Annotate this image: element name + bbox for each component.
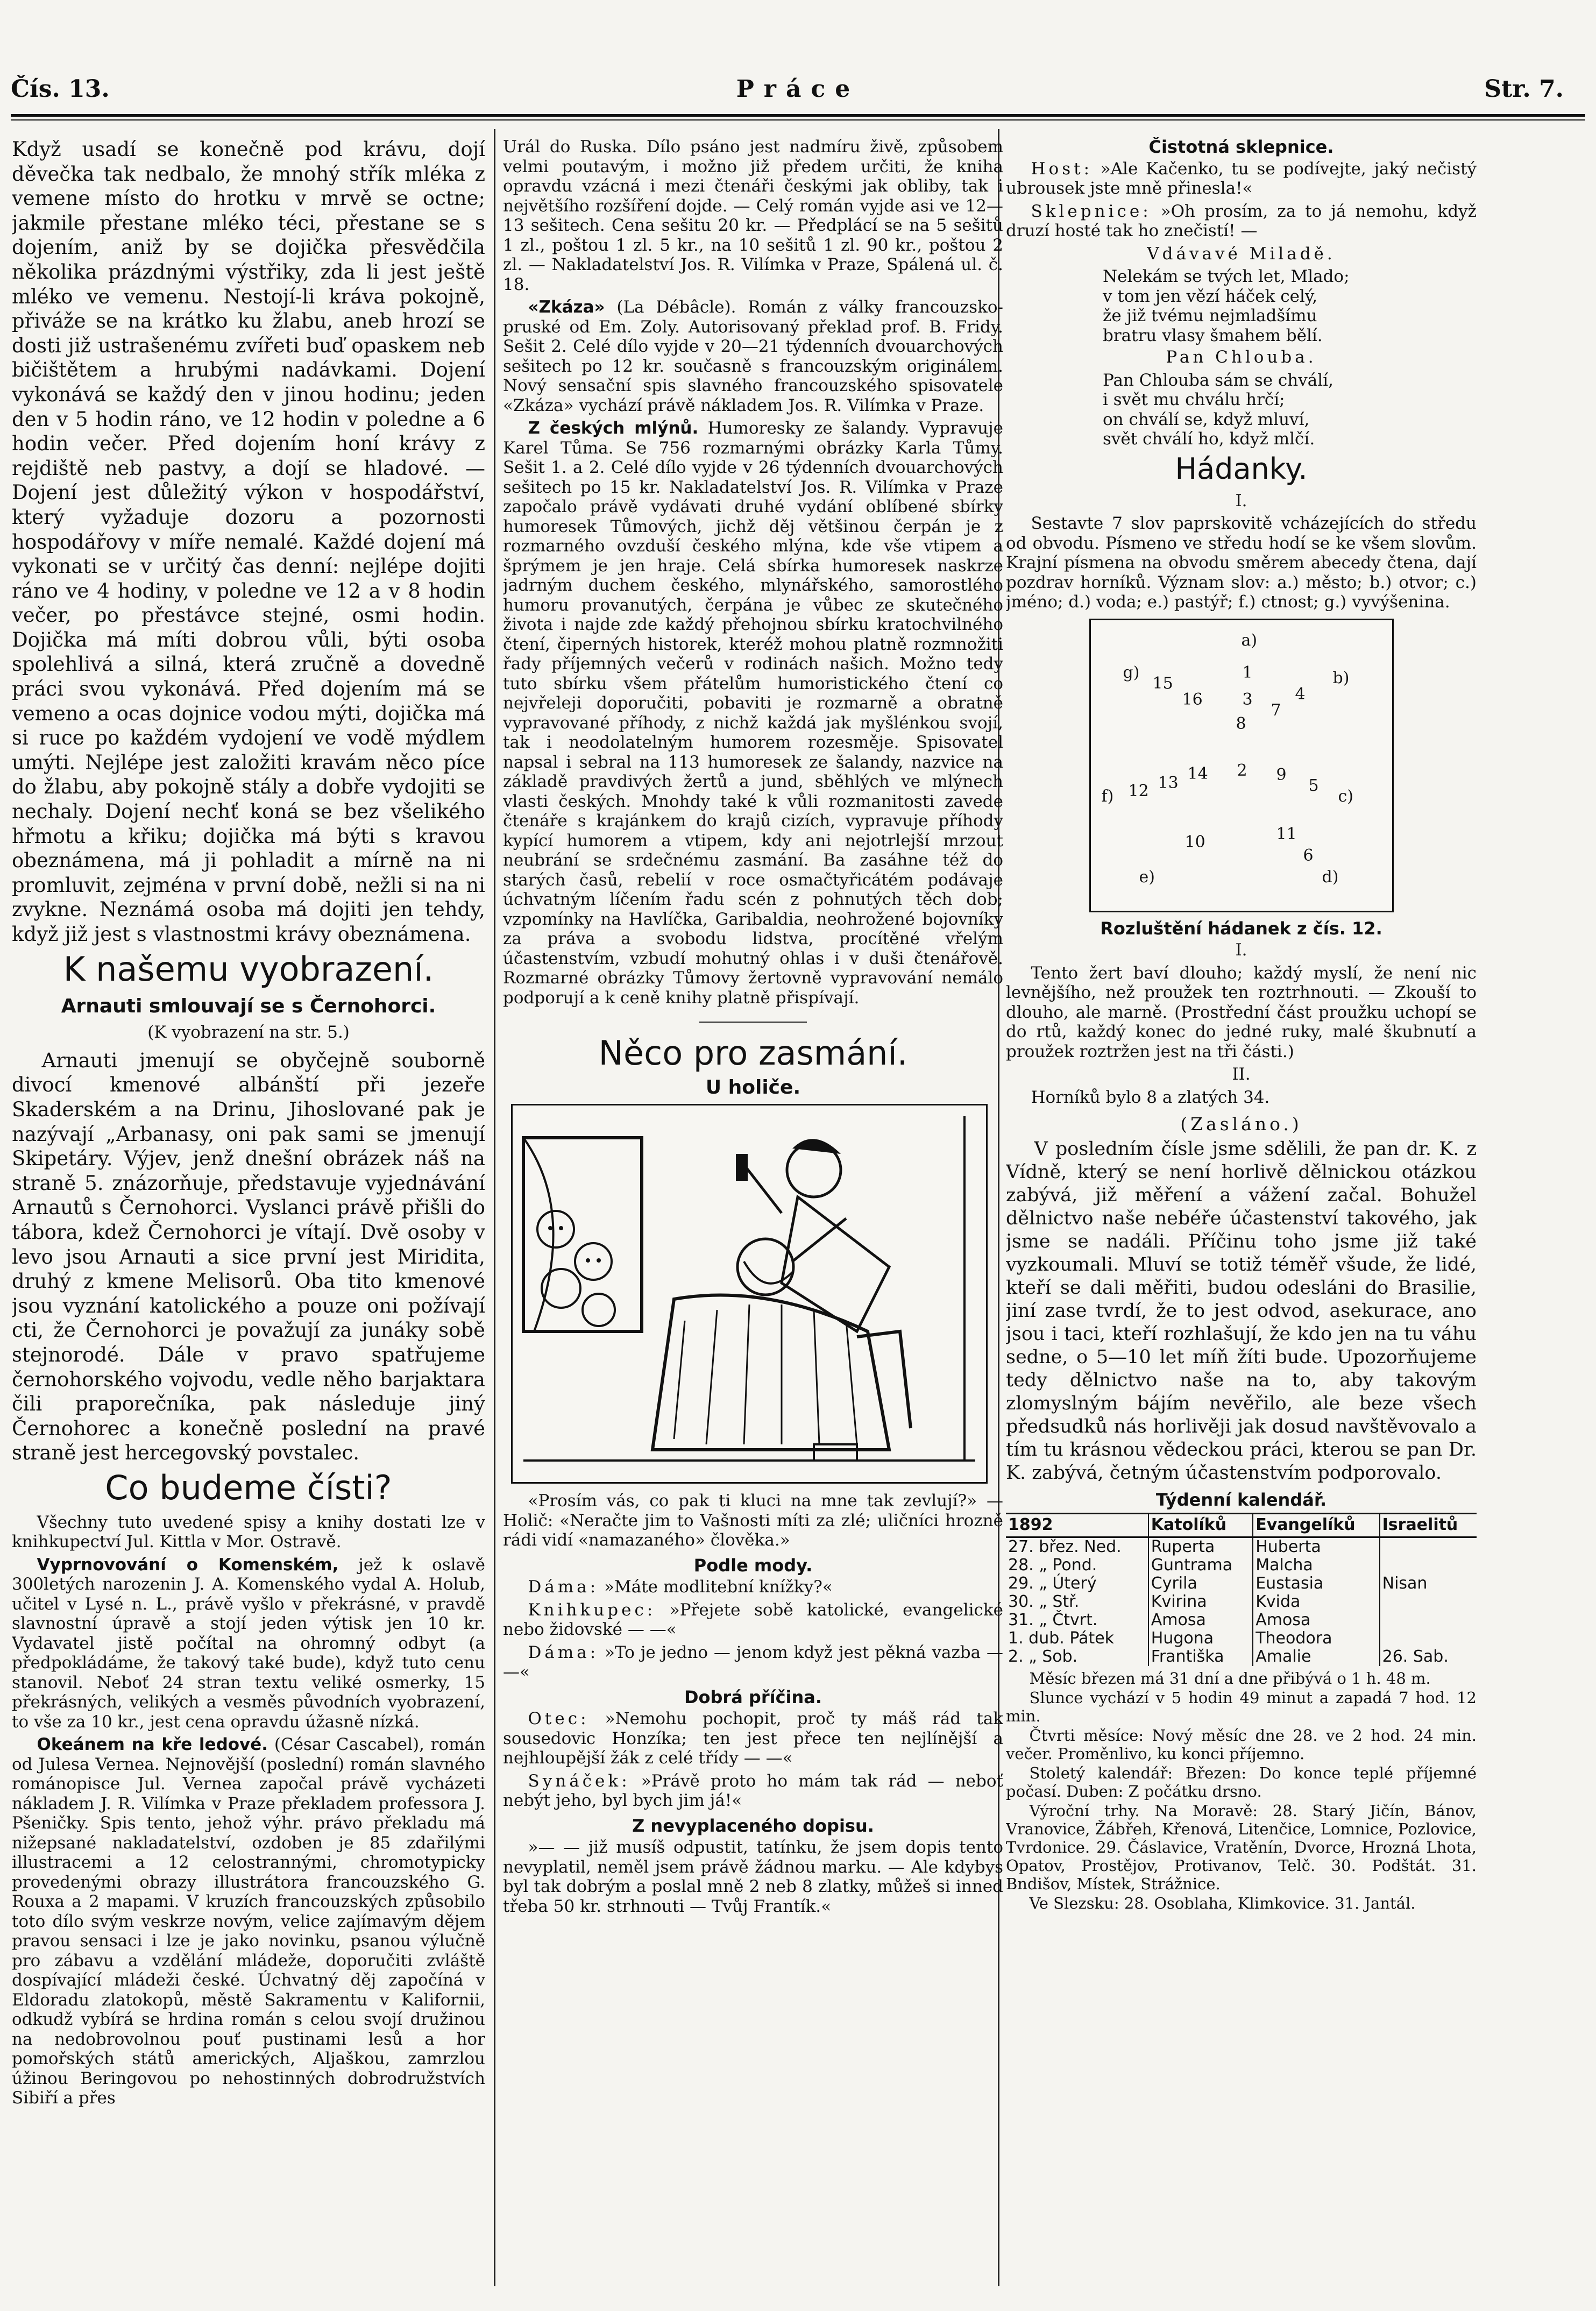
calendar-header: Evangelíků — [1253, 1514, 1379, 1537]
poem-1-line: Nelekám se tvých let, Mlado; — [1103, 267, 1350, 286]
mody-text-2: »Přejete sobě katolické, evangelické nebo židovské — —« — [503, 1600, 1003, 1639]
calendar-cell: Hugona — [1148, 1629, 1253, 1648]
puzzle-label: f) — [1101, 786, 1114, 806]
calendar-note: Měsíc březen má 31 dní a dne přibývá o 1 h. 48 m. — [1029, 1669, 1431, 1688]
hadanky-number: I. — [1235, 491, 1247, 511]
calendar-cell: Guntrama — [1148, 1556, 1253, 1575]
mlynu-title: Z českých mlýnů. — [528, 419, 699, 438]
puzzle-cell: 10 — [1184, 832, 1205, 852]
zkaza-title: «Zkáza» — [528, 297, 605, 317]
calendar-row — [1006, 1629, 1477, 1648]
calendar-cell: 30. „ Stř. — [1008, 1592, 1080, 1611]
barber-cartoon-drawing — [513, 1105, 986, 1482]
calendar-header: Katolíků — [1148, 1514, 1253, 1537]
calendar-cell: Amosa — [1148, 1611, 1253, 1629]
calendar-cell: Amalie — [1253, 1648, 1379, 1666]
calendar-cell: Eustasia — [1253, 1575, 1379, 1593]
puzzle-label: g) — [1123, 663, 1140, 682]
page-header — [11, 75, 1585, 113]
zkaza-entry — [503, 297, 1003, 415]
puzzle-cell: 3 — [1242, 690, 1253, 709]
okeanem-entry — [12, 1735, 485, 2108]
okeanem-title: Okeánem na kře ledové. — [37, 1735, 268, 1755]
calendar-cell — [1380, 1537, 1477, 1556]
calendar-header-row — [1006, 1514, 1477, 1537]
puzzle-label: a) — [1241, 630, 1258, 650]
subheading-dobra-pricina: Dobrá příčina. — [684, 1686, 822, 1707]
poem-2-line: on chválí se, když mluví, — [1103, 409, 1310, 429]
puzzle-label: e) — [1139, 867, 1155, 887]
calendar-header: Israelitů — [1380, 1514, 1477, 1537]
puzzle-cell: 4 — [1295, 684, 1306, 704]
rozlusteni-number-1: I. — [1235, 940, 1247, 960]
subheading-nevyplaceny-dopis: Z nevyplaceného dopisu. — [632, 1815, 874, 1836]
calendar-body — [1006, 1537, 1477, 1666]
poem-1-title: Vdávavé Miladě. — [1147, 244, 1336, 264]
poem-2-line: svět chválí ho, když mlčí. — [1103, 429, 1315, 449]
puzzle-cell: 5 — [1308, 776, 1319, 795]
reading-list — [12, 1513, 485, 2108]
calendar-cell — [1380, 1629, 1477, 1648]
mlynu-text: Humoresky ze šalandy. Vypravuje Karel Tůma. Se 756 rozmarnými obrázky Karla Tůmy. Sešit 1. a 2. Celé dílo vyjde v 26 týdenních dvouarchových sešitech po 15 kr. Nakladatelství Jos. R. Vilímka v Praze započalo právě vydávati druhé vydání oblíbené sbírky humoresek Tůmových, jichž děj většinou čerpán je z rozmarného ovzduší českého mlýna, kde vše vtipem a šprýmem je jen hraje. Celá sbírka humoresek naskrze jadrným duchem českého, mlynářského, samorostlého humoru provanutých, čerpána je vůbec ze skutečného života i najde zde každý přehojnou sbírku kratochvilného čtení, čiperných historek, kteréž mohou platně rozmnožiti řady příjemných večerů v rodinách našich. Možno tedy tuto sbírku všem přátelům humoristického čtení co nejvřeleji doporučiti, pobaviti je rozmarně a obratně vypravované příhody, z nichž každá jak myšlénkou svojí, tak i neodolatelným humorem rozesměje. Spisovatel napsal i sebral na 113 humoresek ze šalandy, nazvice na základě pravdivých žertů a jund, sběhlých ve mlýnech vlasti českých. Mnohdy také k vůli rozmanitosti zavede čtenáře s krajánkem do krajů cizích, vypravuje příhody kypící humorem a vtipem, kdy ani nejotrlejší mrzout neubrání se srdečnému zasmání. Ba zasáhne též do starých časů, rebelií v roce osmačtyřicátém podávaje úchvatným líčením řadu scén z pohnutých těch dob; vzpomínky na Havlíčka, Garibaldia, neohrožené bojovníky za práva a svobodu lidstva, procítěné vřelým účastenstvím, vzbudí mohutný ohlas i v duši čtenářově. Rozmarné obrázky Tůmovy žertovně vypravování nemálo podporují a k ceně knihy platně přispívají. — [503, 419, 1003, 1008]
issue-number: Čís. 13. — [11, 75, 110, 103]
puzzle-cell: 14 — [1187, 764, 1208, 783]
puzzle-label: c) — [1338, 786, 1354, 806]
pricina-line-2 — [503, 1771, 1003, 1811]
mody-line-2 — [503, 1600, 1003, 1640]
calendar-cell: Huberta — [1253, 1537, 1379, 1556]
puzzle-label: d) — [1322, 867, 1339, 887]
sklepnice-line — [1006, 202, 1477, 241]
puzzle-cell: 13 — [1158, 773, 1179, 792]
zaslano-text: V posledním čísle jsme sdělili, že pan dr. K. z Vídně, který se není horlivě dělnickou otázkou zabývá, již měření a vážení začal. Bohužel dělnictvo naše nebéře účastenství takového, jak jsme se nadáli. Příčinu toho jsme již také vyzkoumali. Mluví se totiž téměř všude, že lidé, kteří se dali měřiti, budou odesláni do Brasilie, jiní zase tvrdí, že to jest odvod, asekurace, ano jsou i taci, kteří rozhlašují, že kdo jen na tu váhu sedne, o 5—10 let míň žíti bude. Upozorňujeme tedy dělnictvo naše na to, aby takovým zlomyslným bájím nevěřilo, ale beze všech předsudků nás horlivěji jak dosud navštěvovalo a tím tu krásnou vědeckou práci, kterou se pan Dr. K. zabývá, četným účastenstvím podporovalo. — [1006, 1138, 1477, 1484]
section-divider — [503, 1011, 1003, 1031]
mlynu-entry — [503, 419, 1003, 1008]
zkaza-text: (La Débâcle). Román z války francouzsko-pruské od Em. Zoly. Autorisovaný překlad prof. B. Fridy. Sešit 2. Celé dílo vyjde v 20—21 týdenních dvouarchových sešitech po 12 kr. současně s francouzským originálem. Nový sensační spis slavného francouzského spisovatele «Zkáza» vychází právě nákladem Jos. R. Vilímka v Praze. — [503, 297, 1003, 415]
puzzle-label: b) — [1332, 668, 1350, 687]
calendar-cell — [1380, 1611, 1477, 1629]
pricina-line-1 — [503, 1709, 1003, 1768]
mody-speaker-1: Dáma: — [528, 1577, 599, 1597]
heading-hadanky: Hádanky. — [1175, 451, 1308, 486]
okeanem-text: (César Cascabel), román od Julesa Vernea. Nejnovější (poslední) román slavného románopisce Jul. Vernea započal právě vycházeti nákladem J. R. Vilímka v Praze překladem professora J. Pšeničky. Spis tento, jehož výhr. právo překladu má nižepsané nakladatelství, ozdoben je 85 zdařilými illustracemi a 12 celostrannými, chromotypicky provedenými obrazy illustrátora francouzského G. Rouxa a 2 mapami. V kruzích francouzských způsobilo toto dílo svým veskrze novým, velice zajímavým dějem pravou sensaci i lze je jako novinku, psanou výlučně pro zábavu a vzdělání mládeže, doporučiti zvláště dospívající mládeži české. Úchvatný děj započíná v Eldoradu zlatokopů, městě Sakramentu v Kalifornii, odkudž vybírá se hrdina román s celou svojí družinou na nedobrovolnou pouť pustinami lesů a hor pomořských států amerických, Aljaškou, zamrzlou úžinou Beringovou po nehostinných dobrodružstvích Sibiří a přes — [12, 1735, 485, 2108]
header-rule — [11, 114, 1585, 117]
ural-text: Urál do Ruska. Dílo psáno jest nadmíru živě, způsobem velmi poutavým, i možno již předem určiti, že kniha opravdu vzácná i mezi čtenáři českými jak obliby, tak i největšího rozšíření dojde. — Celý román vyjde asi ve 12—13 sešitech. Cena sešitu 20 kr. — Předplácí se na 5 sešitů 1 zl., poštou 1 zl. 5 kr., na 10 sešitů 1 zl. 90 kr., poštou 2 zl. — Nakladatelství Jos. R. Vilímka v Praze, Spálená ul. č. 18. — [503, 137, 1003, 294]
host-speaker: Host: — [1031, 159, 1093, 179]
puzzle-cell: 1 — [1242, 663, 1253, 682]
calendar-cell: 29. „ Úterý — [1008, 1573, 1097, 1593]
subheading-u-holice: U holiče. — [705, 1076, 801, 1098]
calendar-cell: Ruperta — [1148, 1537, 1253, 1556]
calendar-cell: 31. „ Čtvrt. — [1008, 1610, 1098, 1629]
calendar-note: Výroční trhy. Na Moravě: 28. Starý Jičín, Bánov, Vranovice, Žábřeh, Křenová, Litenčice, Lomnice, Pozlovice, Tvrdonice. 29. Čáslavice, Vratěnín, Dvorce, Hrozná Lhota, Opatov, Prostějov, Protivanov, Telč. 30. Podštát. 31. Bndišov, Místek, Strážnice. — [1006, 1801, 1477, 1893]
calendar-row — [1006, 1611, 1477, 1629]
calendar-cell: Františka — [1148, 1648, 1253, 1666]
cow-article-text: Když usadí se konečně pod krávu, dojí děvečka tak nedbalo, že mnohý střík mléka z vemene místo do hrotku v mrvě se octne; jakmile přestane mléko téci, přestane se s dojením, aniž by se dojička přesvědčila několika prázdnými výstřiky, zda li jest ještě mléko ve vemenu. Nestojí-li kráva pokojně, přiváže se na krátko ku žlabu, aneb hrozí se dosti již ustrašenému zvířeti buď opaskem neb bičištětem a hrubými nadávkami. Dojení vykonává se každý den v jinou hodinu; jeden den v 5 hodin ráno, ve 12 hodin v poledne a 6 hodin večer. Před dojením honí krávy z rejdiště neb pastvy, a dojí se hladové. — Dojení jest důležitý výkon v hospodářství, který vyžaduje dozoru a pozornosti hospodářovy v míře nemalé. Každé dojení má vykonati se v určitý čas denní: nejlépe dojiti ráno ve 4 hodiny, v poledne ve 12 a v 8 hodin večer, po přestávce stejné, osmi hodin. Dojička má míti dobrou vůli, býti osoba spolehlivá a silná, která zručně a dovedně práci svou vykonává. Před dojením má se vemeno a ocas dojnice vodou mýti, dojička má si ruce po každém vydojení ve vodě mýdlem umýti. Nejlépe jest založiti kravám něco píce do žlabu, aby pokojně stály a dobře vydojiti se nechaly. Dojení nechť koná se bez všelikého hřmotu a křiku; dojička má býti s kravou obeznámena, má ji pohladit a mírně na ni promluvit, zejména v první době, nežli si na ni zvykne. Neznámá osoba má dojiti jen tehdy, když již jest s vlastnostmi krávy obeznámena. — [12, 138, 485, 946]
pricina-speaker-2: Synáček: — [528, 1771, 630, 1791]
puzzle-center-cell: 2 — [1237, 761, 1247, 780]
calendar-row — [1006, 1537, 1477, 1556]
calendar-cell: 26. Sab. — [1380, 1648, 1477, 1666]
radial-word-puzzle — [1089, 619, 1394, 912]
komensky-title: Vyprnovování o Komenském, — [37, 1555, 339, 1575]
calendar-cell: Kvida — [1253, 1593, 1379, 1611]
column-1 — [12, 137, 485, 2111]
mody-text-1: »Máte modlitební knížky?« — [604, 1577, 833, 1597]
mody-line-3 — [503, 1643, 1003, 1682]
subheading-rozlusteni: Rozluštění hádanek z čís. 12. — [1100, 918, 1382, 939]
komensky-entry — [12, 1555, 485, 1732]
subheading-cistotna-sklepnice: Čistotná sklepnice. — [1148, 137, 1334, 157]
host-line — [1006, 159, 1477, 199]
page-number: Str. 7. — [1484, 75, 1564, 103]
reading-intro: Všechny tuto uvedené spisy a knihy dostati lze v knihkupectví Jul. Kittla v Mor. Ostravě. — [12, 1512, 485, 1552]
calendar-cell: 28. „ Pond. — [1008, 1555, 1097, 1575]
divider-ornament — [699, 1018, 807, 1026]
calendar-cell: Theodora — [1253, 1629, 1379, 1648]
calendar-header: 1892 — [1006, 1514, 1148, 1537]
poem-1-line: v tom jen vězí háček celý, — [1103, 286, 1318, 306]
rozlusteni-text-2: Horníků bylo 8 a zlatých 34. — [1031, 1087, 1270, 1107]
poem-1-line: bratru vlasy šmahem bělí. — [1103, 325, 1323, 345]
calendar-cell — [1380, 1556, 1477, 1575]
calendar-note: Čtvrti měsíce: Nový měsíc dne 28. ve 2 hod. 24 min. večer. Proměnlivo, ku konci příjemno. — [1006, 1726, 1477, 1763]
calendar-row — [1006, 1575, 1477, 1593]
pricina-text-1: »Nemohu pochopit, proč ty máš rád tak sousedovic Honzíka; ten jest přece ten nejlínější a nejhloupější žák z celé třídy — —« — [503, 1709, 1003, 1768]
calendar-cell: Kvirina — [1148, 1593, 1253, 1611]
host-text: »Ale Kačenko, tu se podívejte, jaký nečistý ubrousek jste mně přinesla!« — [1006, 159, 1477, 198]
komensky-text: jež k oslavě 300letých narozenin J. A. Komenského vydal A. Holub, učitel v Lysé n. L., právě vyšlo v překrásné, v pravdě slavnostní úpravě a stojí jeden výtisk jen 10 kr. Vydavatel jistě počítal na ohromný odbyt (a předpokládáme, že takový také bude), když tuto cenu stanovil. Neboť 24 stran textu veliké osmerky, 15 překrásných, velikých a vesměs původních vyobrazení, to vše za 10 kr., jest cena opravdu úžasně nízká. — [12, 1555, 485, 1732]
poem-2-title: Pan Chlouba. — [1166, 348, 1317, 367]
heading-neco-pro-zasmani: Něco pro zasmání. — [598, 1033, 908, 1073]
puzzle-cell: 11 — [1276, 824, 1297, 843]
column-divider-left — [494, 129, 495, 2286]
calendar-note: Ve Slezsku: 28. Osoblaha, Klimkovice. 31. Jantál. — [1029, 1894, 1416, 1912]
puzzle-cell: 8 — [1236, 714, 1246, 733]
mody-text-3: »To je jedno — jenom když jest pěkná vazba — —« — [503, 1642, 1003, 1682]
subheading-podle-mody: Podle mody. — [693, 1555, 813, 1576]
calendar-cell: 1. dub. Pátek — [1008, 1628, 1115, 1648]
puzzle-cell: 16 — [1182, 690, 1203, 709]
mody-speaker-3: Dáma: — [528, 1642, 599, 1662]
calendar-notes — [1006, 1669, 1477, 1912]
poem-2-line: Pan Chlouba sám se chválí, — [1103, 370, 1333, 390]
calendar-note: Slunce vychází v 5 hodin 49 minut a zapadá 7 hod. 12 min. — [1006, 1688, 1477, 1725]
zaslano-title: (Zasláno.) — [1180, 1114, 1302, 1135]
subheading-arnauti: Arnauti smlouvají se s Černohorci. — [61, 995, 436, 1017]
rozlusteni-number-2: II. — [1232, 1065, 1251, 1084]
masthead-title: Práce — [736, 75, 860, 103]
poem-1 — [1006, 267, 1477, 345]
heading-co-budeme-cisti: Co budeme čísti? — [105, 1468, 392, 1507]
calendar-cell: Nisan — [1380, 1575, 1477, 1593]
sklepnice-text: »Oh prosím, za to já nemohu, když druzí hosté tak ho znečistí! — — [1006, 201, 1477, 240]
arnauti-reference: (K vyobrazení na str. 5.) — [147, 1023, 350, 1043]
heading-nasemu-vyobrazeni: K našemu vyobrazení. — [63, 949, 434, 989]
barber-cartoon-illustration — [511, 1104, 988, 1484]
puzzle-cell: 9 — [1276, 765, 1287, 784]
sklepnice-speaker: Sklepnice: — [1031, 201, 1152, 221]
mody-line-1 — [503, 1577, 1003, 1597]
calendar-row — [1006, 1648, 1477, 1666]
weekly-calendar-table — [1006, 1513, 1477, 1666]
calendar-cell: Cyrila — [1148, 1575, 1253, 1593]
subheading-tydenni-kalendar: Týdenní kalendář. — [1155, 1489, 1327, 1510]
mody-speaker-2: Knihkupec: — [528, 1600, 656, 1620]
arnauti-text: Arnauti jmenují se obyčejně souborně divocí kmenové albánští při jezeře Skaderském a na Drinu, Jihoslované pak je nazývají „Arbanasy, oni pak sami se jmenují Skipetáry. Výjev, jenž dnešní obrázek náš na straně 5. znázorňuje, představuje vyjednávání Arnautů s Černohorci. Vyslanci právě přišli do tábora, kdež Černohorci je vítají. Dvě osoby v levo jsou Arnauti a sice první jest Miridita, druhý z kmene Melisorů. Oba tito kmenové jsou vyznání katolického a pouze oni požívají cti, že Černohorci je považují za junáky sobě stejnorodé. Dále v pravo spatřujeme černohorského vojvodu, vedle něho barjaktara čili praporečníka, pak následuje jiný Černohorec a konečně poslední na pravé straně jest hercegovský povstalec. — [12, 1048, 485, 1465]
calendar-cell: 2. „ Sob. — [1008, 1647, 1078, 1666]
header-rule-thin — [11, 119, 1585, 120]
pricina-text-2: »Právě proto ho mám tak rád — neboť nebýt jeho, byl bych jim já!« — [503, 1771, 1003, 1810]
holic-text: «Prosím vás, co pak ti kluci na mne tak zevlují?» — Holič: «Neračte jim to Vašnosti míti za zlé; uličníci hrozně rádi vidí «namazaného» člověka.» — [503, 1491, 1003, 1550]
puzzle-cell: 6 — [1303, 846, 1314, 865]
calendar-note: Stoletý kalendář: Březen: Do konce teplé příjemné počasí. Duben: Z počátku drsno. — [1006, 1763, 1477, 1800]
poem-2 — [1006, 371, 1477, 449]
calendar-cell: Amosa — [1253, 1611, 1379, 1629]
column-3 — [1006, 137, 1477, 1913]
poem-2-line: i svět mu chválu hrčí; — [1103, 390, 1285, 409]
puzzle-cell: 12 — [1128, 781, 1149, 800]
column-2 — [503, 137, 1003, 1919]
hadanky-text: Sestavte 7 slov paprskovitě vcházejících do středu od obvodu. Písmeno ve středu hodí se ke všem slovům. Krajní písmena na obvodu směrem abecedy čtena, dají pozdrav horníků. Význam slov: a.) město; b.) otvor; c.) jméno; d.) voda; e.) pastýř; f.) ctnost; g.) vyvýšenina. — [1006, 514, 1477, 612]
poem-1-line: že již tvému nejmladšímu — [1103, 306, 1317, 325]
calendar-cell: 27. břez. Ned. — [1008, 1537, 1122, 1556]
calendar-row — [1006, 1556, 1477, 1575]
dopisu-text: »— — již musíš odpustit, tatínku, že jsem dopis tento nevyplatil, neměl jsem právě žádnou marku. — Ale kdybys byl tak dobrým a poslal mně 2 neb 8 zlatky, můžeš si inned třeba 50 kr. strhnouti — Tvůj Frantík.« — [503, 1838, 1003, 1916]
pricina-speaker-1: Otec: — [528, 1709, 590, 1728]
calendar-cell — [1380, 1593, 1477, 1611]
rozlusteni-text-1: Tento žert baví dlouho; každý myslí, že není nic levnějšího, než proužek ten roztrhnouti. — Zkouší to dlouho, ale marně. (Prostřední část proužku uchopí se do rtů, každý konec do jedné ruky, malé škubnutí a proužek roztržen jest na tři části.) — [1006, 963, 1477, 1061]
calendar-row — [1006, 1593, 1477, 1611]
calendar-cell: Malcha — [1253, 1556, 1379, 1575]
puzzle-cell: 15 — [1152, 674, 1173, 693]
puzzle-cell: 7 — [1271, 700, 1281, 720]
